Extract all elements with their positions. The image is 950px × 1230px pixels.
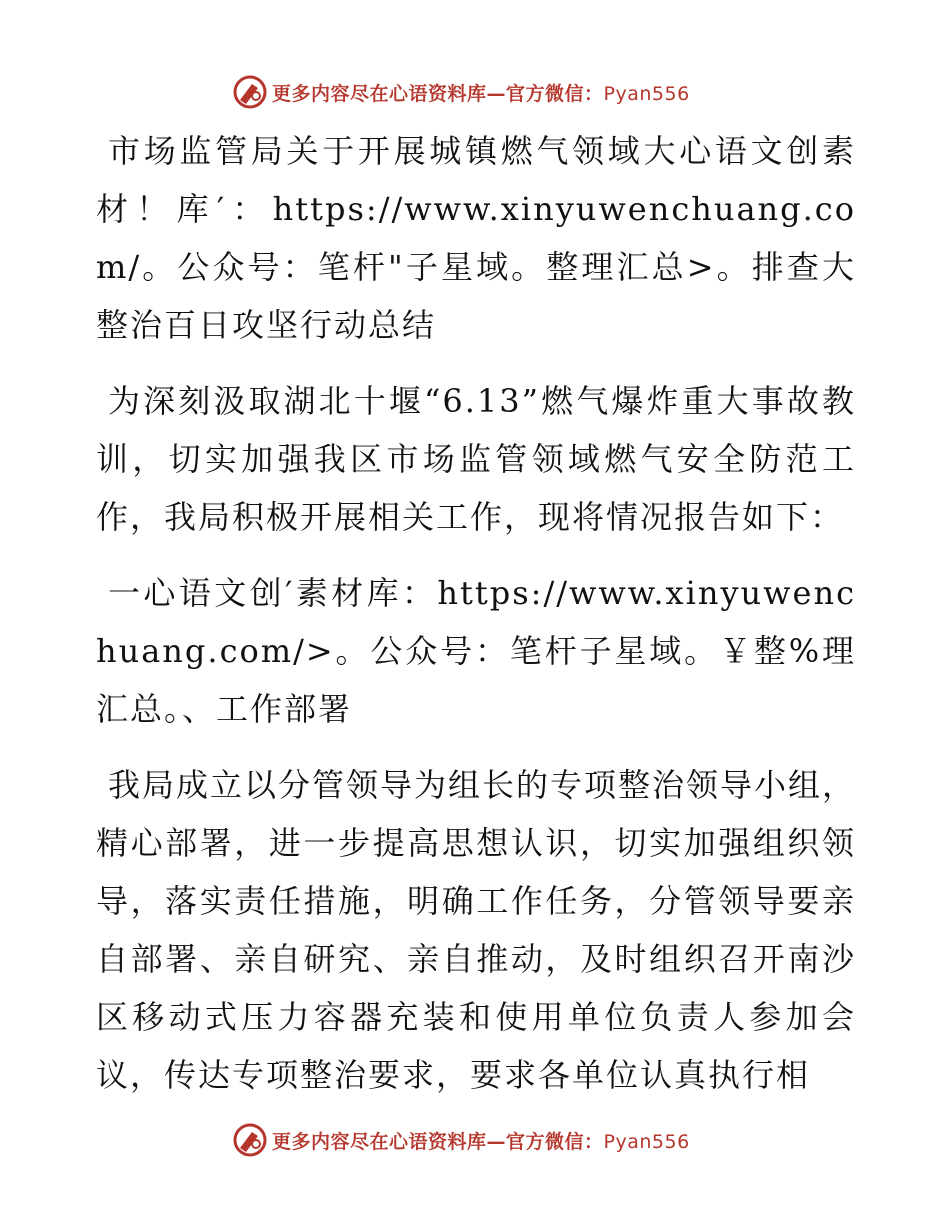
paragraph-intro: 为深刻汲取湖北十堰“6.13”燃气爆炸重大事故教训，切实加强我区市场监管领域燃气安全防范工作，我局积极开展相关工作，现将情况报告如下： (96, 382, 856, 536)
watermark-text: 更多内容尽在心语资料库—官方微信：Pyan556 (272, 82, 690, 105)
paragraph-body: 我局成立以分管领导为组长的专项整治领导小组，精心部署，进一步提高思想认识，切实加强组织领导，落实责任措施，明确工作任务，分管领导要亲自部署、亲自研究、亲自推动，及时组织召开南沙区移动式压力容器充装和使用单位负责人参加会议，传达专项整治要求，要求各单位认真执行相 (96, 766, 857, 1094)
header-watermark (232, 72, 752, 112)
paragraph-section-heading: 一心语文创′素材库：https://www.xinyuwenchuang.com/>。公众号：笔杆子星域。￥整%理汇总。、工作部署 (96, 574, 856, 728)
paragraph-title: 市场监管局关于开展城镇燃气领域大心语文创素材！库′：https://www.xinyuwenchuang.com/。公众号：笔杆"子星域。整理汇总>。排查大整治百日攻坚行动总结 (96, 132, 856, 344)
footer-watermark (232, 1120, 752, 1160)
logo-icon (232, 1122, 268, 1158)
watermark-text: 更多内容尽在心语资料库—官方微信：Pyan556 (272, 1130, 690, 1153)
document-body (96, 122, 856, 1122)
logo-icon (232, 74, 268, 110)
